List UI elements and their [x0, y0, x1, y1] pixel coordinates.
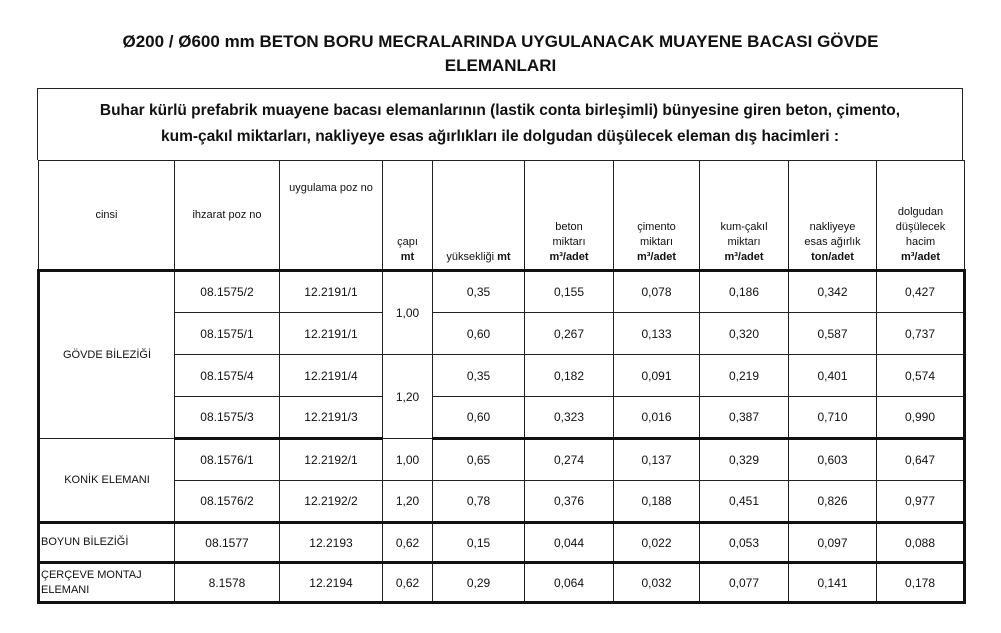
cell-capi: 0,62: [383, 563, 433, 603]
quantities-table: [37, 160, 966, 604]
cell-yukseklik: 0,78: [433, 481, 525, 523]
group-konik-elemani: KONİK ELEMANI: [39, 439, 175, 523]
intro-line-1: Buhar kürlü prefabrik muayene bacası elemanlarının (lastik conta birleşimli) bünyesine giren beton, çimento,: [99, 102, 901, 119]
header-ihzarat: ihzarat poz no: [175, 161, 280, 271]
cell-yukseklik: 0,60: [433, 397, 525, 439]
cell-dolgu: 0,647: [877, 439, 965, 481]
cell-beton: 0,044: [525, 523, 614, 563]
cell-nakliye: 0,401: [789, 355, 877, 397]
cell-ihzarat: 08.1577: [175, 523, 280, 563]
cell-nakliye: 0,587: [789, 313, 877, 355]
cell-cimento: 0,137: [614, 439, 700, 481]
header-capi: çapı mt: [383, 161, 433, 271]
cell-kum-cakil: 0,077: [700, 563, 789, 603]
cell-yukseklik: 0,15: [433, 523, 525, 563]
cell-ihzarat: 08.1575/2: [175, 271, 280, 313]
cell-uygulama: 12.2193: [280, 523, 383, 563]
cell-uygulama: 12.2191/1: [280, 271, 383, 313]
cell-cimento: 0,091: [614, 355, 700, 397]
group-cerceve-montaj-elemani: [39, 563, 175, 603]
header-yukseklik: yüksekliği mt: [433, 161, 525, 271]
cell-beton: 0,155: [525, 271, 614, 313]
cell-beton: 0,323: [525, 397, 614, 439]
cell-cimento: 0,032: [614, 563, 700, 603]
cell-dolgu: 0,977: [877, 481, 965, 523]
cell-uygulama: 12.2192/1: [280, 439, 383, 481]
cell-kum-cakil: 0,387: [700, 397, 789, 439]
cell-dolgu: 0,737: [877, 313, 965, 355]
cell-beton: 0,182: [525, 355, 614, 397]
cell-nakliye: 0,141: [789, 563, 877, 603]
cell-kum-cakil: 0,186: [700, 271, 789, 313]
cell-yukseklik: 0,35: [433, 271, 525, 313]
cell-cimento: 0,078: [614, 271, 700, 313]
cell-uygulama: 12.2192/2: [280, 481, 383, 523]
cell-beton: 0,274: [525, 439, 614, 481]
cell-nakliye: 0,342: [789, 271, 877, 313]
cell-nakliye: 0,826: [789, 481, 877, 523]
cell-nakliye: 0,097: [789, 523, 877, 563]
cell-kum-cakil: 0,053: [700, 523, 789, 563]
title-line-2: ELEMANLARI: [444, 56, 557, 75]
cell-capi: 1,00: [383, 439, 433, 481]
group-cerceve-line-1: ÇERÇEVE MONTAJ: [41, 568, 142, 581]
header-cimento: çimento miktarı m³/adet: [614, 161, 700, 271]
cell-ihzarat: 08.1576/1: [175, 439, 280, 481]
cell-ihzarat: 08.1575/1: [175, 313, 280, 355]
cell-dolgu: 0,427: [877, 271, 965, 313]
cell-beton: 0,267: [525, 313, 614, 355]
header-uygulama: uygulama poz no: [280, 161, 383, 271]
intro-box: [37, 88, 963, 160]
cell-dolgu: 0,178: [877, 563, 965, 603]
cell-uygulama: 12.2191/3: [280, 397, 383, 439]
table-row: [39, 563, 965, 603]
cell-capi: 1,20: [383, 481, 433, 523]
cell-beton: 0,376: [525, 481, 614, 523]
header-cinsi: cinsi: [39, 161, 175, 271]
table-row: [39, 397, 965, 439]
cell-nakliye: 0,603: [789, 439, 877, 481]
cell-uygulama: 12.2191/1: [280, 313, 383, 355]
title-line-1: Ø200 / Ø600 mm BETON BORU MECRALARINDA UYGULANACAK MUAYENE BACASI GÖVDE: [122, 32, 879, 51]
table-row: [39, 481, 965, 523]
header-nakliye: nakliyeye esas ağırlık ton/adet: [789, 161, 877, 271]
table-row: [39, 355, 965, 397]
cell-yukseklik: 0,29: [433, 563, 525, 603]
header-beton: beton miktarı m³/adet: [525, 161, 614, 271]
table-row: [39, 313, 965, 355]
cell-cimento: 0,016: [614, 397, 700, 439]
cell-beton: 0,064: [525, 563, 614, 603]
cell-yukseklik: 0,60: [433, 313, 525, 355]
cell-uygulama: 12.2191/4: [280, 355, 383, 397]
cell-ihzarat: 08.1576/2: [175, 481, 280, 523]
cell-capi: 1,00: [383, 271, 433, 355]
cell-kum-cakil: 0,451: [700, 481, 789, 523]
cell-ihzarat: 08.1575/4: [175, 355, 280, 397]
group-cerceve-line-2: ELEMANI: [41, 583, 90, 596]
header-row: [39, 161, 965, 271]
cell-capi: 0,62: [383, 523, 433, 563]
cell-cimento: 0,022: [614, 523, 700, 563]
cell-dolgu: 0,574: [877, 355, 965, 397]
cell-capi: 1,20: [383, 355, 433, 439]
group-boyun-bilezigi: BOYUN BİLEZİĞİ: [39, 523, 175, 563]
cell-kum-cakil: 0,329: [700, 439, 789, 481]
cell-cimento: 0,188: [614, 481, 700, 523]
intro-line-2: kum-çakıl miktarları, nakliyeye esas ağırlıkları ile dolgudan düşülecek eleman dış hacimleri :: [161, 128, 839, 145]
table-row: [39, 271, 965, 313]
cell-nakliye: 0,710: [789, 397, 877, 439]
header-dolgu: dolgudan düşülecek hacim m³/adet: [877, 161, 965, 271]
cell-kum-cakil: 0,219: [700, 355, 789, 397]
cell-dolgu: 0,088: [877, 523, 965, 563]
cell-yukseklik: 0,65: [433, 439, 525, 481]
table-row: [39, 439, 965, 481]
document-title: [0, 30, 1001, 78]
cell-dolgu: 0,990: [877, 397, 965, 439]
cell-ihzarat: 8.1578: [175, 563, 280, 603]
table-row: [39, 523, 965, 563]
cell-cimento: 0,133: [614, 313, 700, 355]
group-govde-bilezigi: GÖVDE BİLEZİĞİ: [39, 271, 175, 439]
cell-kum-cakil: 0,320: [700, 313, 789, 355]
cell-ihzarat: 08.1575/3: [175, 397, 280, 439]
cell-uygulama: 12.2194: [280, 563, 383, 603]
header-kum-cakil: kum-çakıl miktarı m³/adet: [700, 161, 789, 271]
cell-yukseklik: 0,35: [433, 355, 525, 397]
